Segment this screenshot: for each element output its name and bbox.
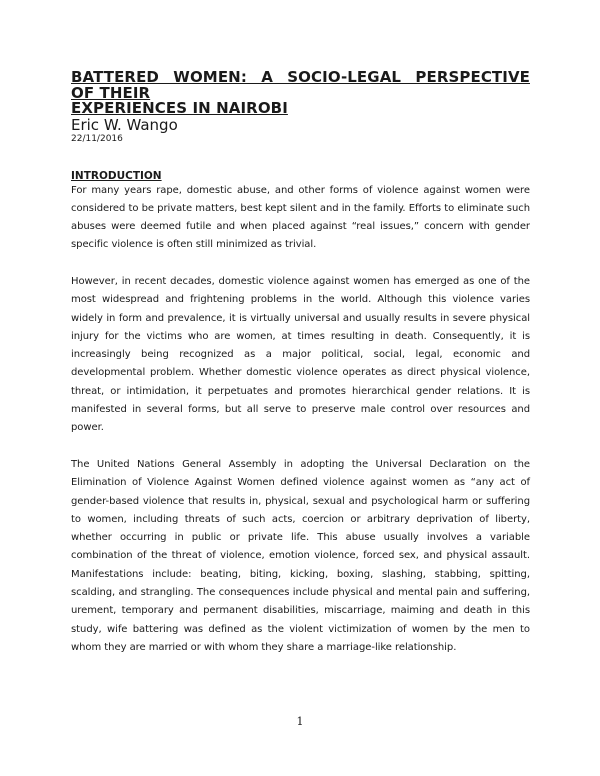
title-line-2: OF THEIR: [71, 83, 151, 102]
title-line-1: BATTERED WOMEN: A SOCIO-LEGAL PERSPECTIVE: [71, 68, 530, 86]
title-line-3: EXPERIENCES IN NAIROBI: [71, 99, 288, 117]
page-number: 1: [296, 715, 304, 728]
author-name: Eric W. Wango: [71, 115, 178, 134]
document-date: 22/11/2016: [71, 133, 123, 144]
paragraph-3: The United Nations General Assembly in adopting the Universal Declaration on the Elimination of Violence Against Women defined violence against women as “any act of gender-based violence that results in, physical, sexual and psychological harm or suffering to women, including threats of such acts, coercion or arbitrary deprivation of liberty, whether occurring in public or private life. This abuse usually involves a variable combination of the threat of violence, emotion violence, forced sex, and physical assault. Manifestations include: beating, biting, kicking, boxing, slashing, stabbing, spitting, scalding, and strangling. The consequences include physical and mental pain and suffering, urement, temporary and permanent disabilities, miscarriage, maiming and death in this study, wife battering was defined as the violent victimization of women by the men to whom they are married or with whom they share a marriage-like relationship.: [71, 458, 530, 653]
section-heading-introduction: INTRODUCTION: [71, 169, 162, 182]
document-content: [71, 70, 530, 657]
document-title: [71, 70, 530, 117]
paragraph-2: However, in recent decades, domestic violence against women has emerged as one of the most widespread and frightening problems in the world. Although this violence varies widely in form and prevalence, it is virtually universal and usually results in severe physical injury for the victims who are women, at times resulting in death. Consequently, it is increasingly being recognized as a major political, social, legal, economic and developmental problem. Whether domestic violence operates as direct physical violence, threat, or intimidation, it perpetuates and promotes hierarchical gender relations. It is manifested in several forms, but all serve to preserve male control over resources and power.: [71, 275, 530, 434]
paragraph-1: For many years rape, domestic abuse, and other forms of violence against women were considered to be private matters, best kept silent and in the family. Efforts to eliminate such abuses were deemed futile and when placed against “real issues,” concern with gender specific violence is often still minimized as trivial.: [71, 184, 530, 251]
